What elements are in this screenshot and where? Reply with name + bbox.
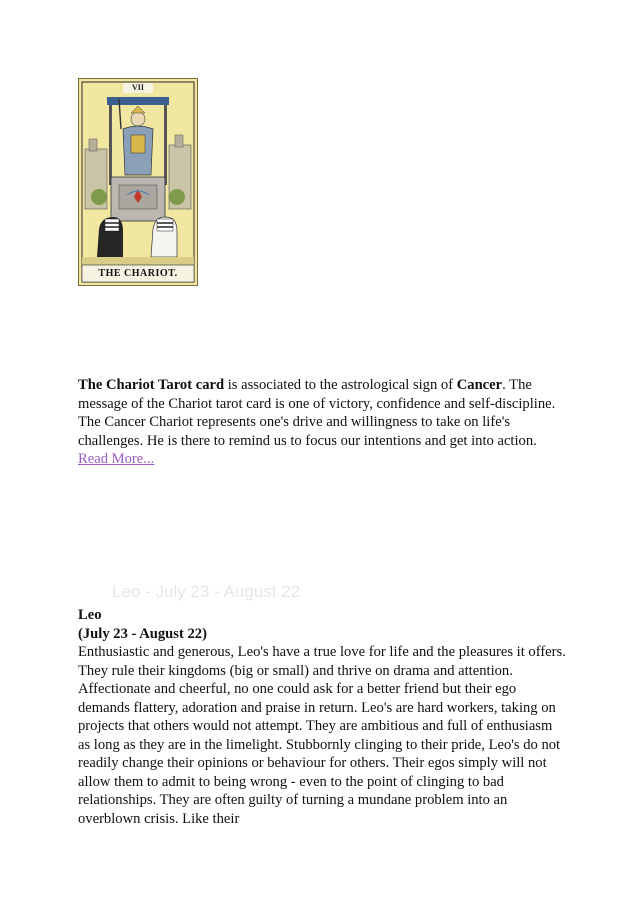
- leo-image-alt-text: Leo - July 23 - August 22: [112, 582, 301, 601]
- chariot-body-text: The message of the Chariot tarot card is one of victory, confidence and self-discipline. The Cancer Chariot represents one's drive and willingness to take on life's challenges. He is there to remind us to focus our intentions and get into action.: [78, 377, 556, 449]
- chariot-tarot-card-image: [78, 78, 198, 286]
- leo-body-text: Enthusiastic and generous, Leo's have a true love for life and the pleasures it offers. They rule their kingdoms (big or small) and thrive on drama and attention. Affectionate and cheerful, no one could ask for a better friend but their ego demands flattery, adoration and praise in return. Leo's are hard workers, taking on projects that others would not attempt. They are ambitious and full of enthusiasm as long as they are in the limelight. Stubbornly clinging to their pride, Leo's do not readily change their opinions or behaviour for others. Their egos simply will not allow them to admit to being wrong - even to the point of clinging to bad relationships. They are often guilty of turning a mundane problem into an overblown crisis. Like their: [78, 644, 566, 827]
- chariot-lead-text: is associated to the astrological sign of: [224, 377, 457, 393]
- cancer-sign: Cancer: [456, 377, 503, 393]
- leo-description: [78, 606, 568, 828]
- chariot-description: [78, 376, 568, 469]
- chariot-sign-punct: .: [502, 377, 506, 393]
- leo-title: Leo: [78, 607, 102, 623]
- read-more-link[interactable]: Read More...: [78, 451, 155, 467]
- card-caption: THE CHARIOT.: [98, 268, 178, 279]
- leo-dates: (July 23 - August 22): [78, 625, 207, 642]
- chariot-card-illustration: [79, 79, 197, 285]
- card-numeral: VII: [131, 83, 144, 92]
- chariot-lead-title: The Chariot Tarot card: [78, 377, 225, 393]
